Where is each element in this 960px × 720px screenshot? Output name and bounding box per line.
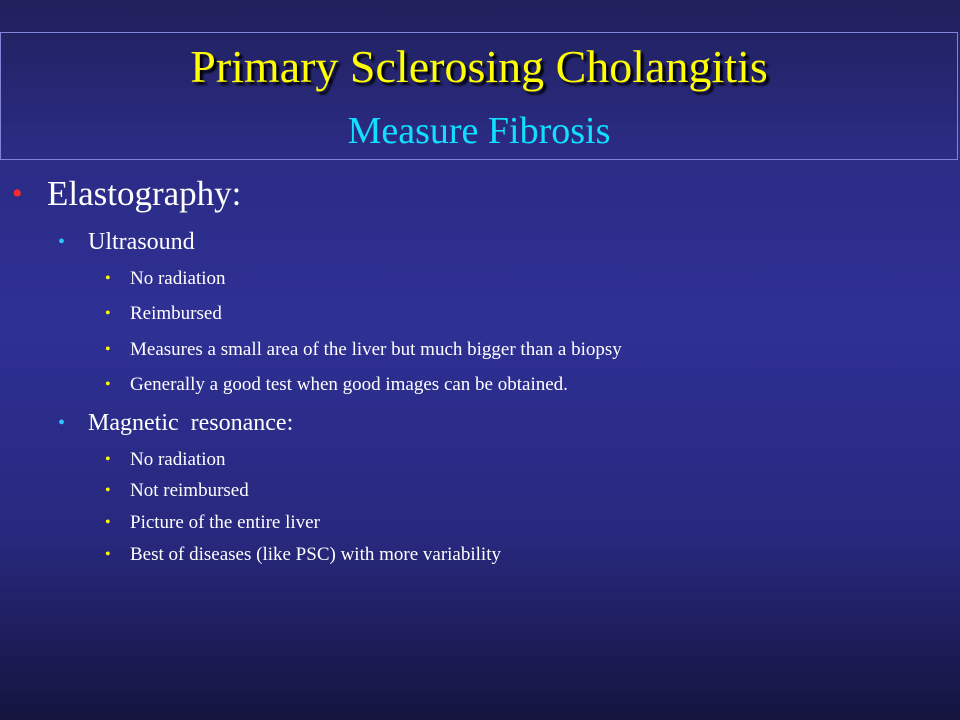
bullet-text: Measures a small area of the liver but much bigger than a biopsy (130, 339, 622, 360)
bullet-dot-icon: • (105, 482, 111, 499)
bullet-dot-icon: • (105, 546, 111, 563)
bullet-text: No radiation (130, 268, 226, 289)
title-box (0, 32, 958, 160)
bullet-dot-icon: • (105, 376, 111, 393)
bullet-text: No radiation (130, 449, 226, 470)
bullet-text: Elastography: (47, 174, 242, 213)
bullet-dot-icon: • (105, 341, 111, 358)
slide-subtitle: Measure Fibrosis (347, 110, 611, 152)
bullet-dot-icon: • (105, 305, 111, 322)
bullet-text: Ultrasound (88, 229, 195, 255)
bullet-dot-icon: • (105, 451, 111, 468)
bullet-text: Generally a good test when good images can be obtained. (130, 374, 568, 395)
bullet-text: Reimbursed (130, 303, 222, 324)
bullet-text: Magnetic resonance: (88, 410, 294, 436)
bullet-dot-icon: • (12, 177, 23, 210)
bullet-text: Best of diseases (like PSC) with more variability (130, 544, 501, 565)
bullet-dot-icon: • (58, 231, 66, 253)
bullet-dot-icon: • (105, 270, 111, 287)
bullet-text: Not reimbursed (130, 480, 249, 501)
slide-title: Primary Sclerosing Cholangitis (190, 41, 768, 92)
bullet-text: Picture of the entire liver (130, 512, 320, 533)
bullet-dot-icon: • (58, 412, 66, 434)
bullet-dot-icon: • (105, 514, 111, 531)
